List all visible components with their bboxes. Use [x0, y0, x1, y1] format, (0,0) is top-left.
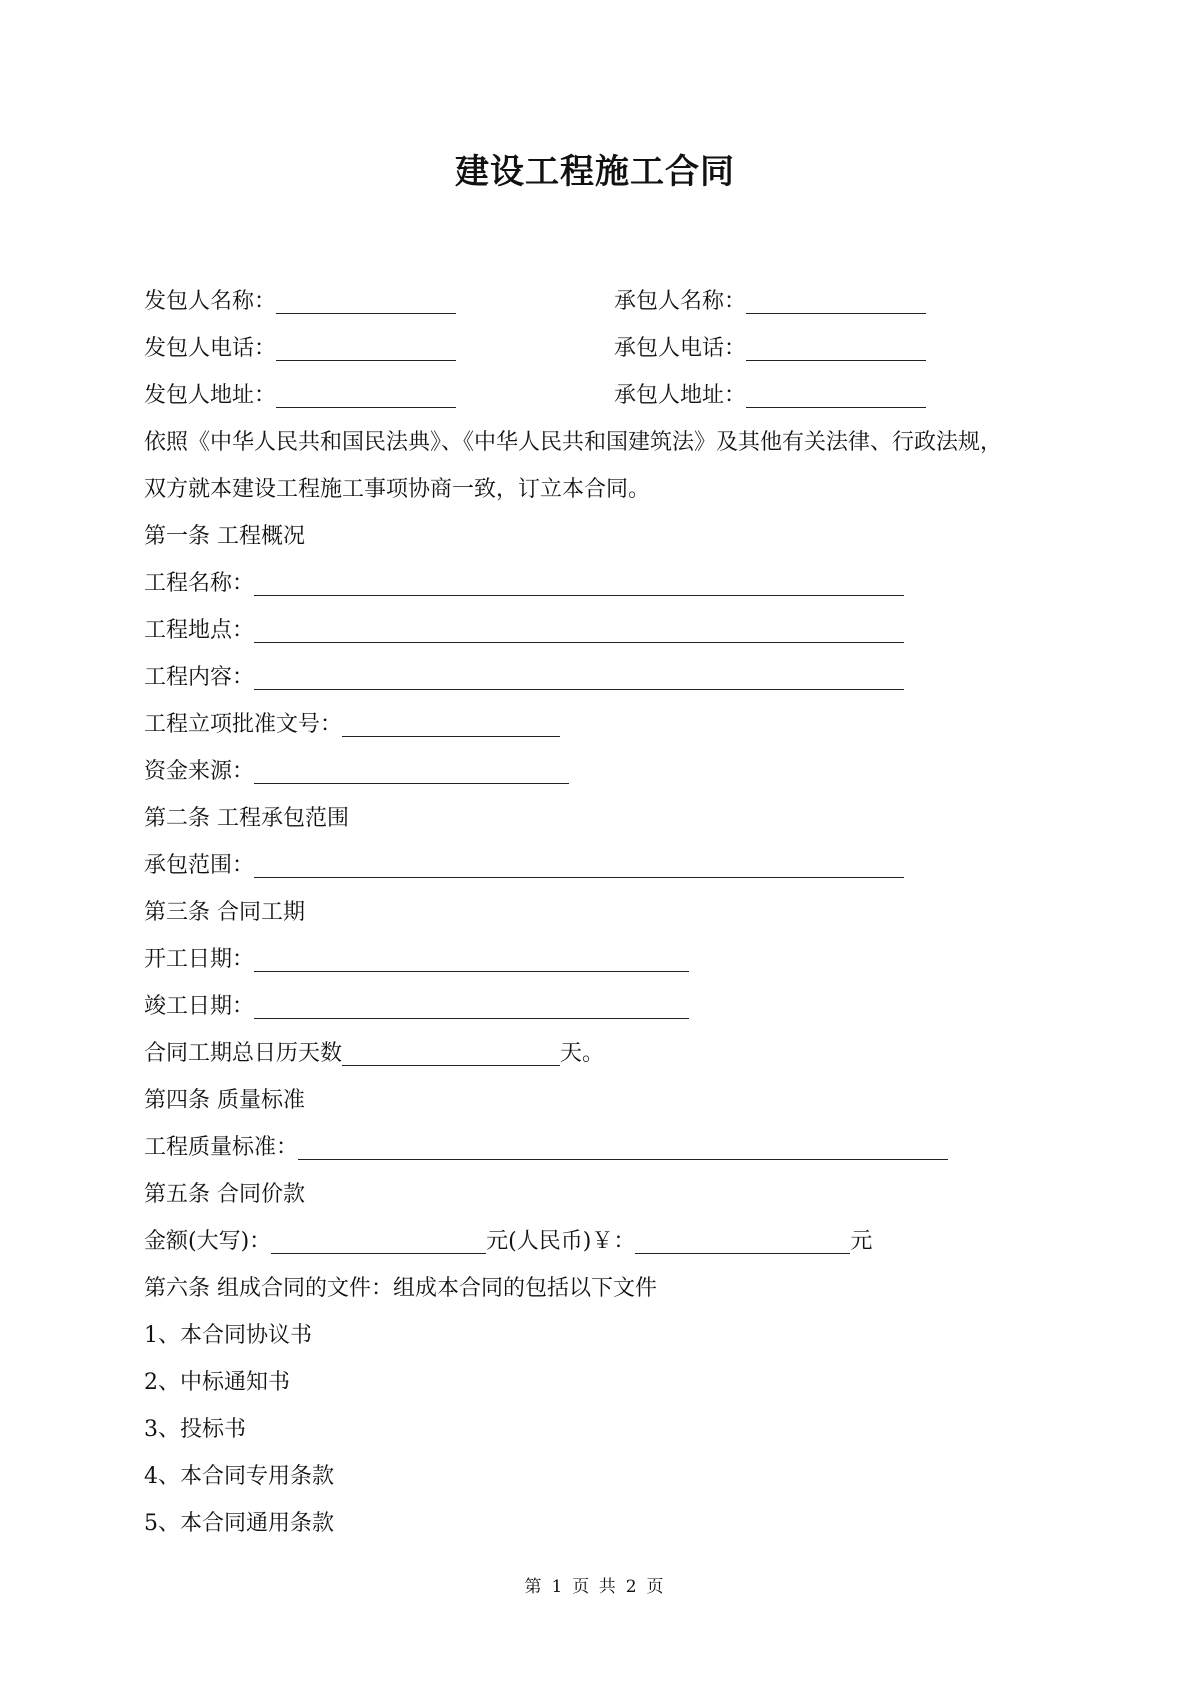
- list-item: 2、中标通知书: [144, 1370, 290, 1395]
- amount-mid-label: 元(人民币)￥：: [486, 1229, 636, 1254]
- article-4-heading: 第四条 质量标准: [144, 1088, 305, 1113]
- article-6-heading: 第六条 组成合同的文件：组成本合同的包括以下文件: [144, 1276, 657, 1301]
- completion-date-field[interactable]: [254, 992, 689, 1019]
- contractor-phone-label: 承包人电话：: [614, 336, 747, 361]
- contractor-name-group: [614, 278, 926, 325]
- project-name-label: 工程名称：: [144, 571, 255, 596]
- party-address-row: [144, 372, 1064, 419]
- scope-label: 承包范围：: [144, 853, 255, 878]
- total-days-field[interactable]: [342, 1039, 560, 1066]
- project-name-field[interactable]: [254, 569, 904, 596]
- fund-source-row: [144, 748, 1064, 795]
- employer-name-field[interactable]: [276, 287, 456, 314]
- project-location-row: [144, 607, 1064, 654]
- document-title: 建设工程施工合同: [455, 152, 735, 192]
- page-prefix: 第: [524, 1577, 544, 1597]
- page-total: 2: [625, 1577, 639, 1597]
- contractor-phone-group: [614, 325, 926, 372]
- employer-address-label: 发包人地址：: [144, 383, 277, 408]
- total-days-suffix: 天。: [560, 1041, 605, 1066]
- party-name-row: [144, 278, 1064, 325]
- start-date-label: 开工日期：: [144, 947, 255, 972]
- article-1-heading: 第一条 工程概况: [144, 524, 305, 549]
- contractor-address-label: 承包人地址：: [614, 383, 747, 408]
- project-content-field[interactable]: [254, 663, 904, 690]
- project-content-row: [144, 654, 1064, 701]
- employer-name-label: 发包人名称：: [144, 289, 277, 314]
- contractor-address-group: [614, 372, 926, 419]
- article-3-heading: 第三条 合同工期: [144, 900, 305, 925]
- start-date-row: [144, 936, 1064, 983]
- article-5-heading: 第五条 合同价款: [144, 1182, 305, 1207]
- scope-row: [144, 842, 1064, 889]
- start-date-field[interactable]: [254, 945, 689, 972]
- list-item: 4、本合同专用条款: [144, 1464, 334, 1489]
- page-mid: 页 共: [572, 1577, 618, 1597]
- project-name-row: [144, 560, 1064, 607]
- quality-field[interactable]: [298, 1133, 948, 1160]
- document-body: [144, 278, 1064, 1547]
- amount-row: [144, 1218, 1064, 1265]
- list-item: 5、本合同通用条款: [144, 1511, 334, 1536]
- contractor-phone-field[interactable]: [746, 334, 926, 361]
- completion-date-row: [144, 983, 1064, 1030]
- page-current: 1: [551, 1577, 565, 1597]
- quality-row: [144, 1124, 1064, 1171]
- preamble-line-2: 双方就本建设工程施工事项协商一致，订立本合同。: [144, 477, 651, 502]
- approval-no-row: [144, 701, 1064, 748]
- total-days-row: [144, 1030, 1064, 1077]
- amount-words-field[interactable]: [271, 1227, 486, 1254]
- page-suffix: 页: [646, 1577, 666, 1597]
- contractor-name-label: 承包人名称：: [614, 289, 747, 314]
- list-item: 1、本合同协议书: [144, 1323, 312, 1348]
- article-2-heading: 第二条 工程承包范围: [144, 806, 349, 831]
- amount-suffix: 元: [850, 1229, 873, 1254]
- project-content-label: 工程内容：: [144, 665, 255, 690]
- completion-date-label: 竣工日期：: [144, 994, 255, 1019]
- scope-field[interactable]: [254, 851, 904, 878]
- employer-address-field[interactable]: [276, 381, 456, 408]
- page-number: [0, 1572, 1190, 1597]
- contractor-address-field[interactable]: [746, 381, 926, 408]
- amount-figure-field[interactable]: [635, 1227, 850, 1254]
- fund-source-label: 资金来源：: [144, 759, 255, 784]
- contractor-name-field[interactable]: [746, 287, 926, 314]
- party-phone-row: [144, 325, 1064, 372]
- employer-phone-field[interactable]: [276, 334, 456, 361]
- total-days-label: 合同工期总日历天数: [144, 1041, 343, 1066]
- fund-source-field[interactable]: [254, 757, 569, 784]
- employer-phone-label: 发包人电话：: [144, 336, 277, 361]
- preamble-line-1: 依照《中华人民共和国民法典》、《中华人民共和国建筑法》及其他有关法律、行政法规，: [144, 430, 1003, 455]
- approval-no-label: 工程立项批准文号：: [144, 712, 343, 737]
- approval-no-field[interactable]: [342, 710, 560, 737]
- project-location-label: 工程地点：: [144, 618, 255, 643]
- project-location-field[interactable]: [254, 616, 904, 643]
- quality-label: 工程质量标准：: [144, 1135, 299, 1160]
- amount-label: 金额(大写)：: [144, 1229, 272, 1254]
- list-item: 3、投标书: [144, 1417, 246, 1442]
